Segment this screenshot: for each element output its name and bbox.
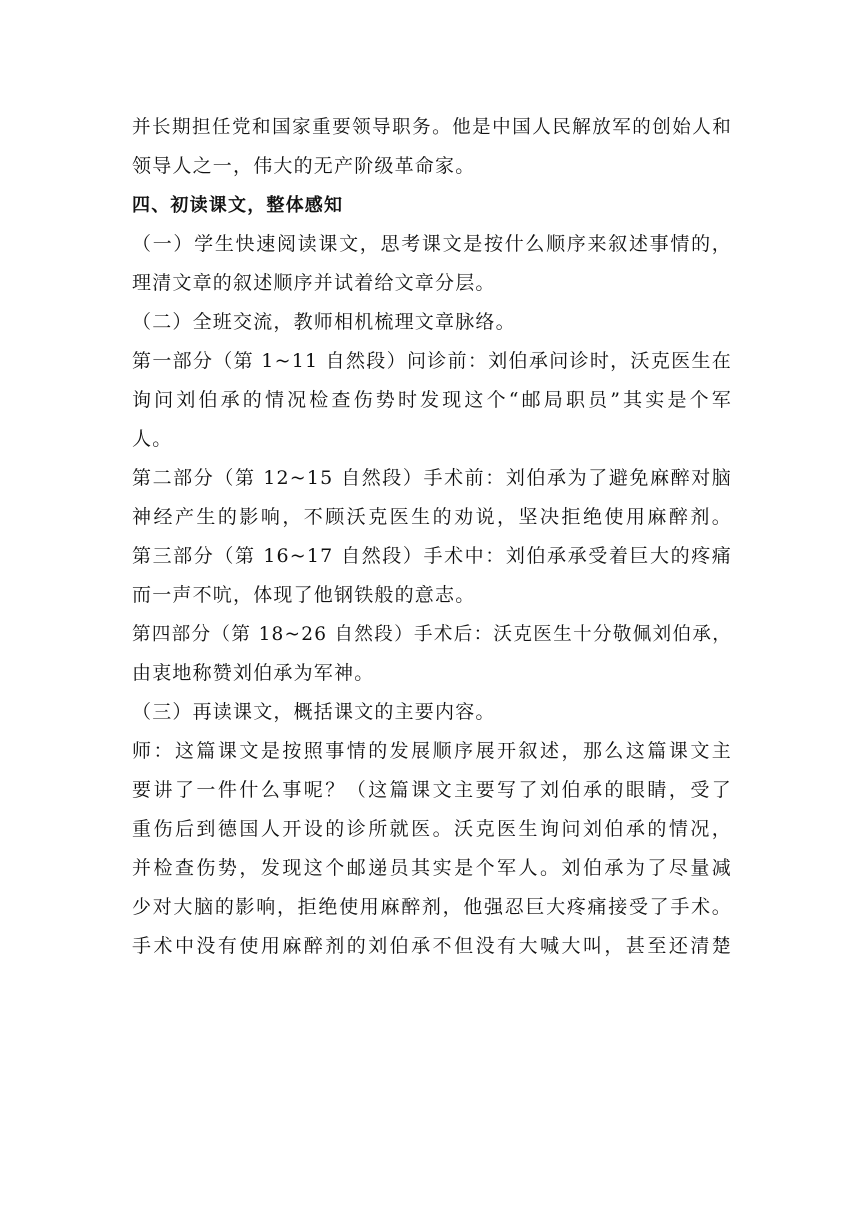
paragraph-line: 并检查伤势，发现这个邮递员其实是个军人。刘伯承为了尽量减: [132, 857, 732, 879]
paragraph-line: 第二部分（第 12~15 自然段）手术前：刘伯承为了避免麻醉对脑: [132, 467, 732, 489]
paragraph-line: 而一声不吭，体现了他钢铁般的意志。: [132, 584, 476, 606]
paragraph-line: 手术中没有使用麻醉剂的刘伯承不但没有大喊大叫，甚至还清楚: [132, 935, 732, 957]
paragraph-line: 少对大脑的影响，拒绝使用麻醉剂，他强忍巨大疼痛接受了手术。: [132, 896, 732, 918]
paragraph-line: 第一部分（第 1~11 自然段）问诊前：刘伯承问诊时，沃克医生在: [132, 350, 732, 372]
paragraph-line: 师：这篇课文是按照事情的发展顺序展开叙述，那么这篇课文主: [132, 740, 732, 762]
paragraph-line: （三）再读课文，概括课文的主要内容。: [132, 701, 496, 723]
paragraph-line: 要讲了一件什么事呢？（这篇课文主要写了刘伯承的眼睛，受了: [132, 779, 732, 801]
paragraph-line: 神经产生的影响，不顾沃克医生的劝说，坚决拒绝使用麻醉剂。: [132, 506, 732, 528]
paragraph-line: （二）全班交流，教师相机梳理文章脉络。: [132, 311, 516, 333]
paragraph-line: 并长期担任党和国家重要领导职务。他是中国人民解放军的创始人和: [132, 117, 732, 138]
paragraph-line: 人。: [132, 428, 173, 450]
section-heading: 四、初读课文，整体感知: [132, 195, 344, 216]
paragraph-line: （一）学生快速阅读课文，思考课文是按什么顺序来叙述事情的，: [132, 233, 732, 255]
paragraph-line: 重伤后到德国人开设的诊所就医。沃克医生询问刘伯承的情况，: [132, 818, 732, 840]
document-body: [132, 108, 732, 966]
paragraph-line: 第三部分（第 16~17 自然段）手术中：刘伯承承受着巨大的疼痛: [132, 545, 732, 567]
paragraph-line: 第四部分（第 18~26 自然段）手术后：沃克医生十分敬佩刘伯承，: [132, 624, 732, 645]
paragraph-line: 理清文章的叙述顺序并试着给文章分层。: [132, 272, 496, 294]
paragraph-line: 询问刘伯承的情况检查伤势时发现这个“邮局职员”其实是个军: [132, 389, 732, 411]
paragraph-line: 领导人之一，伟大的无产阶级革命家。: [132, 155, 476, 177]
paragraph-line: 由衷地称赞刘伯承为军神。: [132, 662, 375, 684]
